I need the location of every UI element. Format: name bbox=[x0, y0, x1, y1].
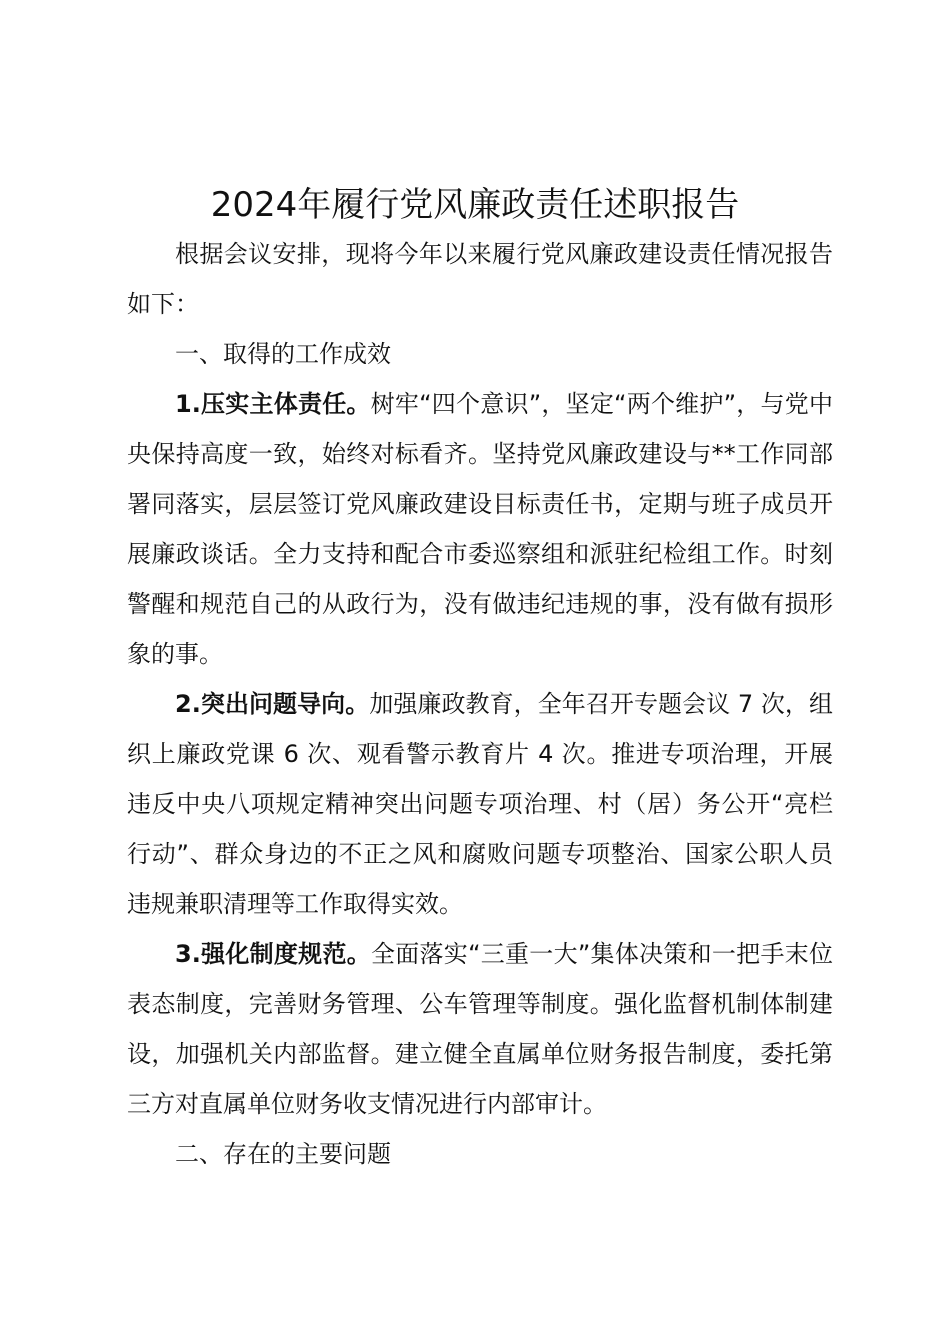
item-text-2: 加强廉政教育，全年召开专题会议 7 次，组织上廉政党课 6 次、观看警示教育片 4 次。推进专项治理，开展违反中央八项规定精神突出问题专项治理、村（居）务公开“亮栏行动”、群众身边的不正之风和腐败问题专项整治、国家公职人员违规兼职清理等工作取得实效。 bbox=[127, 690, 833, 918]
document-title: 2024年履行党风廉政责任述职报告 bbox=[210, 185, 740, 225]
item-paragraph-3 bbox=[127, 929, 833, 1129]
document-body bbox=[127, 229, 833, 1179]
item-text-1: 树牢“四个意识”，坚定“两个维护”，与党中央保持高度一致，始终对标看齐。坚持党风廉政建设与**工作同部署同落实，层层签订党风廉政建设目标责任书，定期与班子成员开展廉政谈话。全力支持和配合市委巡察组和派驻纪检组工作。时刻警醒和规范自己的从政行为，没有做违纪违规的事，没有做有损形象的事。 bbox=[127, 390, 833, 668]
item-lead-3: 3.强化制度规范。 bbox=[175, 940, 371, 968]
item-paragraph-1 bbox=[127, 379, 833, 679]
section-heading-problems: 二、存在的主要问题 bbox=[175, 1140, 391, 1168]
item-paragraph-2 bbox=[127, 679, 833, 929]
item-lead-2: 2.突出问题导向。 bbox=[175, 690, 370, 718]
section-heading-achievements: 一、取得的工作成效 bbox=[175, 340, 391, 368]
intro-paragraph: 根据会议安排，现将今年以来履行党风廉政建设责任情况报告如下： bbox=[127, 240, 833, 318]
item-lead-1: 1.压实主体责任。 bbox=[175, 390, 371, 418]
item-text-3: 全面落实“三重一大”集体决策和一把手末位表态制度，完善财务管理、公车管理等制度。强化监督机制体制建设，加强机关内部监督。建立健全直属单位财务报告制度，委托第三方对直属单位财务收支情况进行内部审计。 bbox=[127, 940, 833, 1118]
